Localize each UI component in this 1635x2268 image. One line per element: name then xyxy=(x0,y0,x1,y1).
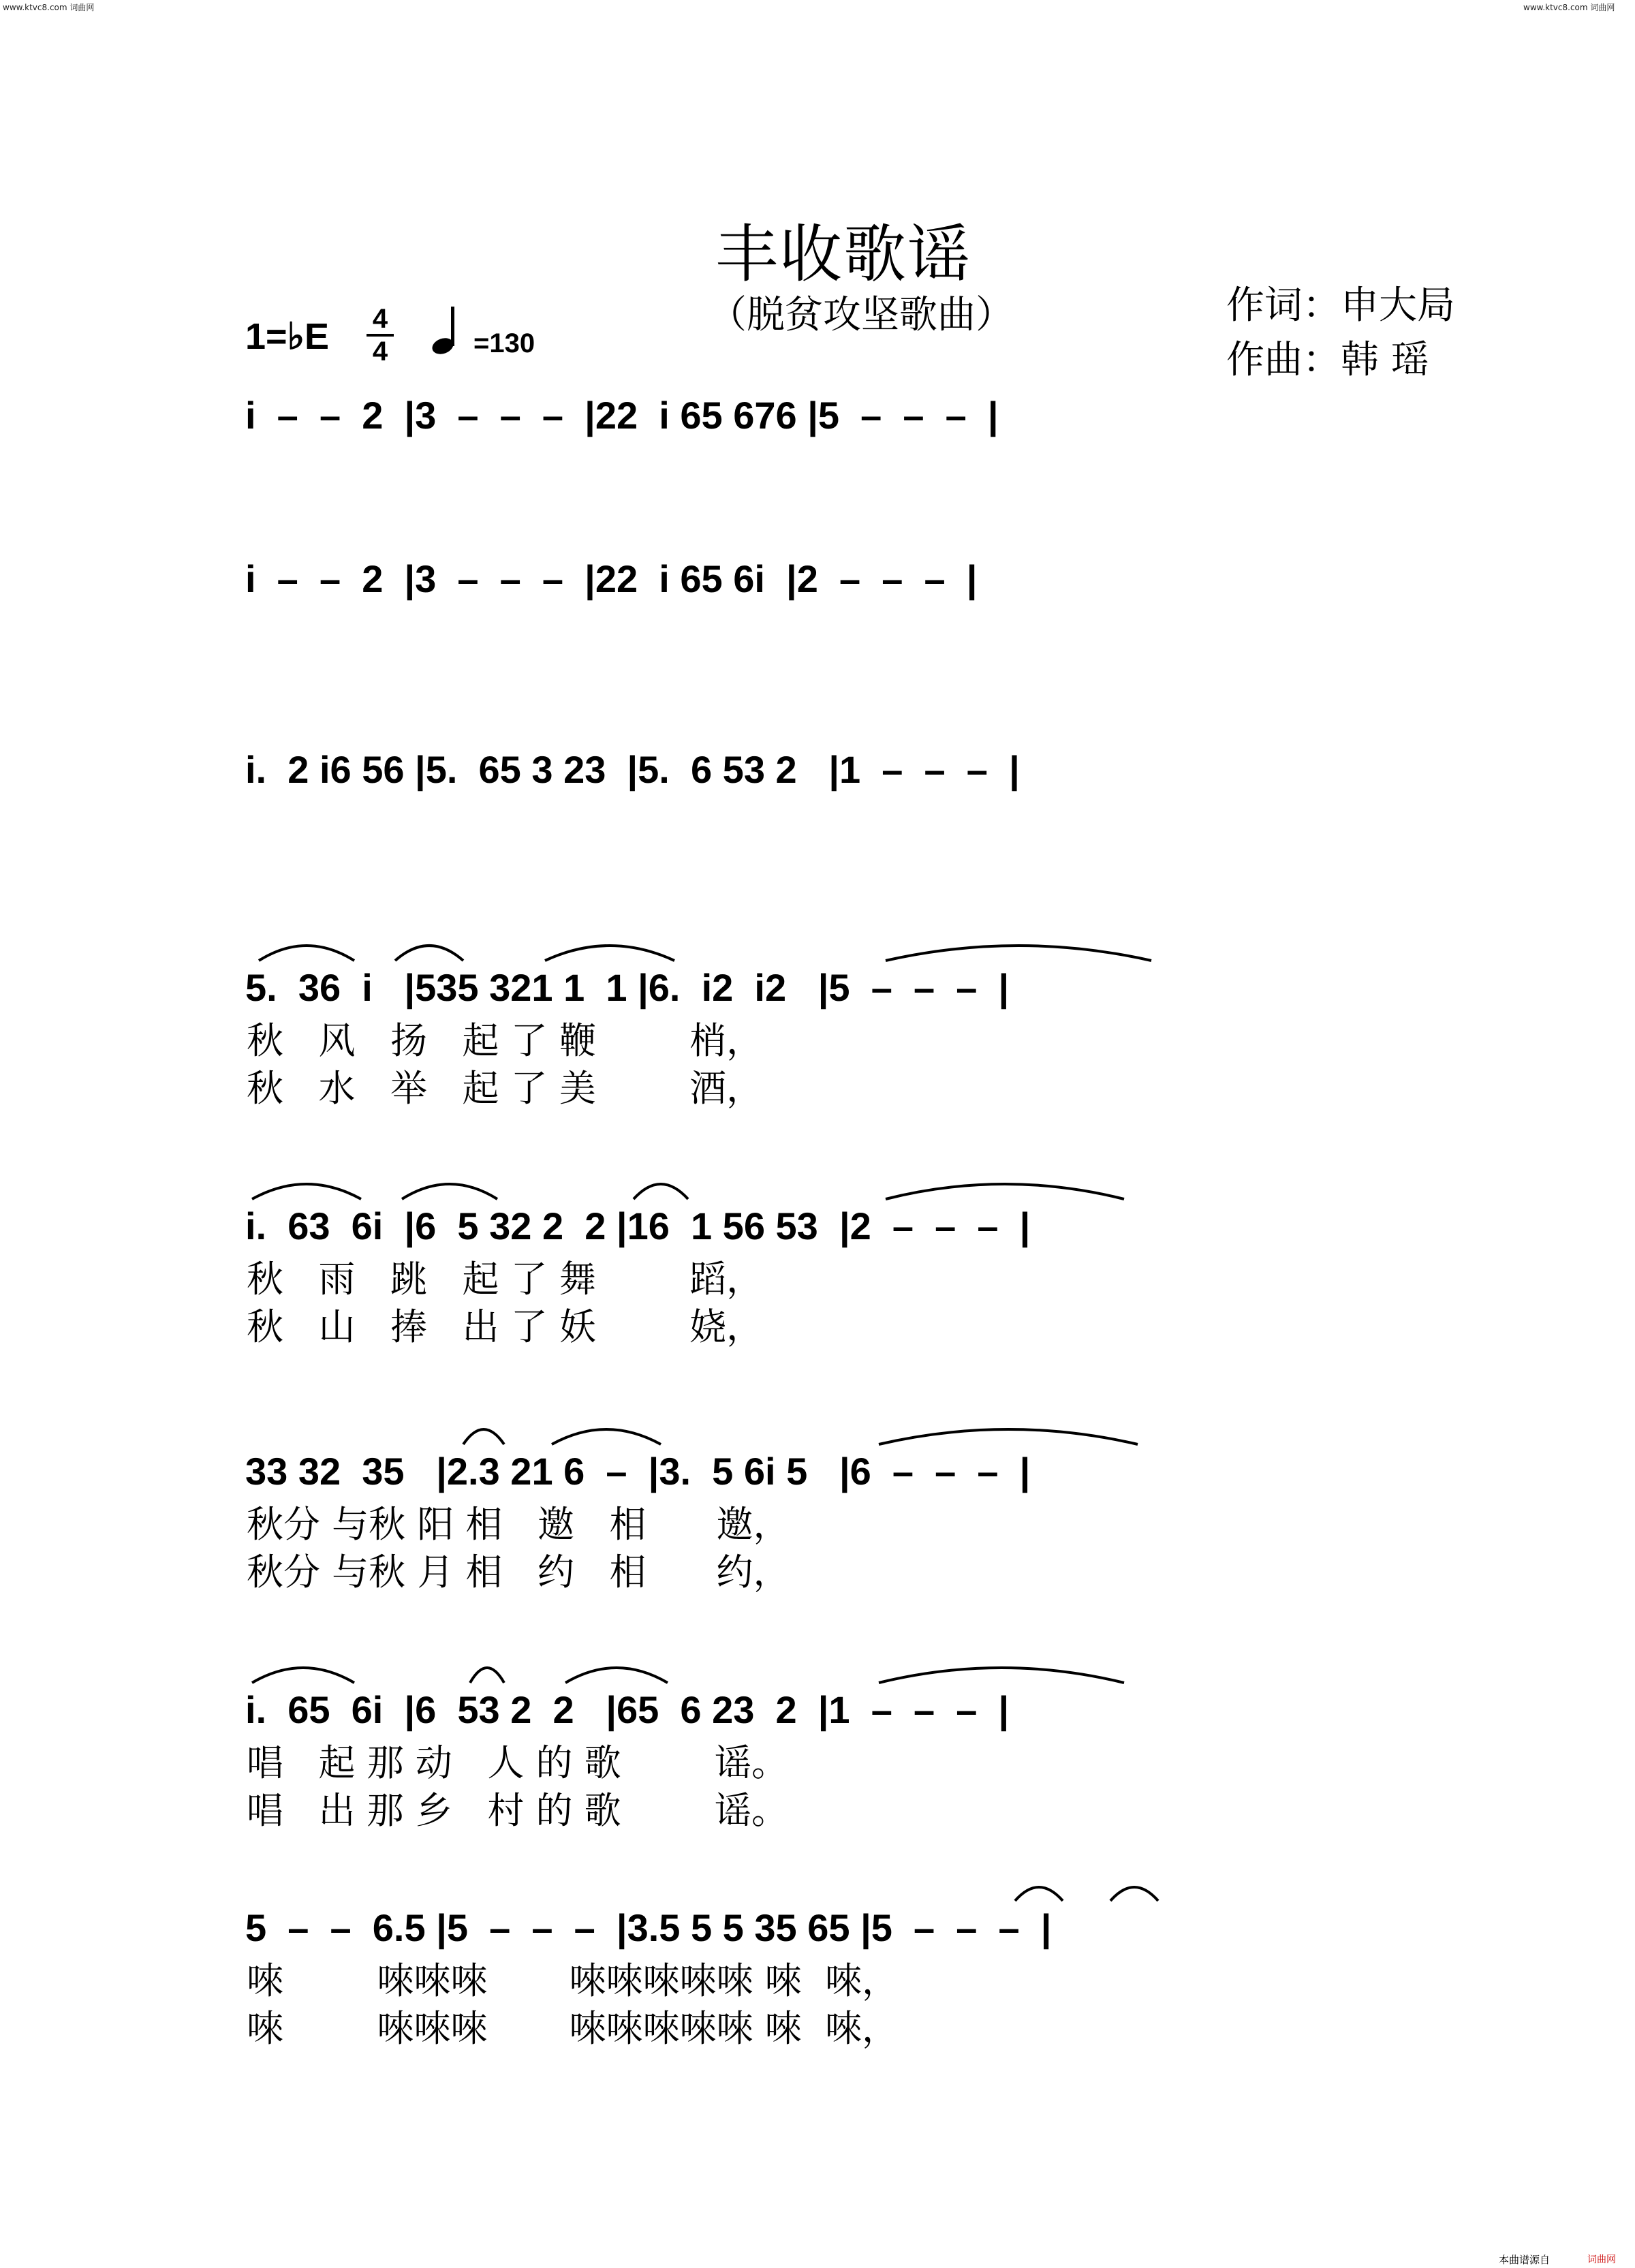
slur-3 xyxy=(545,946,674,961)
lyricist-credit: 作词：申大局 xyxy=(1226,283,1455,328)
slur-13 xyxy=(470,1668,504,1683)
song-title: 丰收歌谣 xyxy=(715,218,972,291)
slur-6 xyxy=(402,1184,497,1199)
notation-line-6: 33 32 35 |2.3 21 6 – |3. 5 6i 5 |6 – – – | xyxy=(245,1450,1031,1493)
notation-line-8: 5 – – 6.5 |5 – – – |3.5 5 5 35 65 |5 – – – | xyxy=(245,1906,1052,1949)
lyric-line-5-2: 秋 山 捧 出 了 妖 娆， xyxy=(247,1305,764,1348)
notation-line-7: i. 65 6i |6 53 2 2 |65 6 23 2 |1 – – – | xyxy=(245,1688,1010,1731)
notation-line-1: i – – 2 |3 – – – |22 i 65 676 |5 – – – | xyxy=(245,394,999,437)
site-watermark-right: www.ktvc8.com 词曲网 xyxy=(1523,3,1615,12)
slur-11 xyxy=(879,1429,1138,1444)
lyric-line-6-2: 秋分 与秋 月 相 约 相 约， xyxy=(247,1551,790,1594)
slur-8 xyxy=(886,1184,1124,1199)
lyric-line-7-2: 唱 出 那 乡 村 的 歌 谣。 xyxy=(247,1789,788,1832)
lyric-line-4-2: 秋 水 举 起 了 美 酒， xyxy=(247,1067,764,1110)
meter-top: 4 xyxy=(372,304,388,334)
slur-16 xyxy=(1015,1887,1063,1901)
slur-12 xyxy=(252,1668,354,1683)
footer-brand: 词曲网 xyxy=(1587,2254,1616,2265)
slur-4 xyxy=(886,946,1151,961)
slur-7 xyxy=(634,1184,688,1199)
slur-9 xyxy=(463,1429,504,1444)
lyric-line-5-1: 秋 雨 跳 起 了 舞 蹈， xyxy=(247,1258,764,1301)
notation-line-4: 5. 36 i |535 321 1 1 |6. i2 i2 |5 – – – | xyxy=(245,966,1010,1009)
meter-bottom: 4 xyxy=(372,337,388,367)
site-watermark-left: www.ktvc8.com 词曲网 xyxy=(3,3,95,12)
key-signature: 1=♭E xyxy=(245,316,330,357)
lyric-line-6-1: 秋分 与秋 阳 相 邀 相 邀， xyxy=(247,1503,790,1546)
footer-source: 本曲谱源自 xyxy=(1499,2254,1551,2266)
notation-line-5: i. 63 6i |6 5 32 2 2 |16 1 56 53 |2 – – – | xyxy=(245,1205,1031,1247)
slur-10 xyxy=(552,1429,661,1444)
lyric-line-7-1: 唱 起 那 动 人 的 歌 谣。 xyxy=(247,1741,788,1784)
slur-2 xyxy=(395,946,463,961)
slur-5 xyxy=(252,1184,361,1199)
slur-1 xyxy=(259,946,354,961)
lyric-line-4-1: 秋 风 扬 起 了 鞭 梢， xyxy=(247,1019,764,1062)
composer-credit: 作曲：韩 瑶 xyxy=(1226,338,1429,382)
slur-17 xyxy=(1110,1887,1158,1901)
notation-line-2: i – – 2 |3 – – – |22 i 65 6i |2 – – – | xyxy=(245,557,978,600)
slur-15 xyxy=(879,1668,1124,1683)
lyric-line-8-2: 唻 唻唻唻 唻唻唻唻唻 唻 唻， xyxy=(247,2007,899,2050)
song-subtitle: （脱贫攻坚歌曲） xyxy=(708,293,1014,337)
tempo-marking: =130 xyxy=(473,328,535,358)
slur-14 xyxy=(565,1668,668,1683)
lyric-line-8-1: 唻 唻唻唻 唻唻唻唻唻 唻 唻， xyxy=(247,1959,899,2002)
notation-line-3: i. 2 i6 56 |5. 65 3 23 |5. 6 53 2 |1 – – – | xyxy=(245,748,1020,791)
